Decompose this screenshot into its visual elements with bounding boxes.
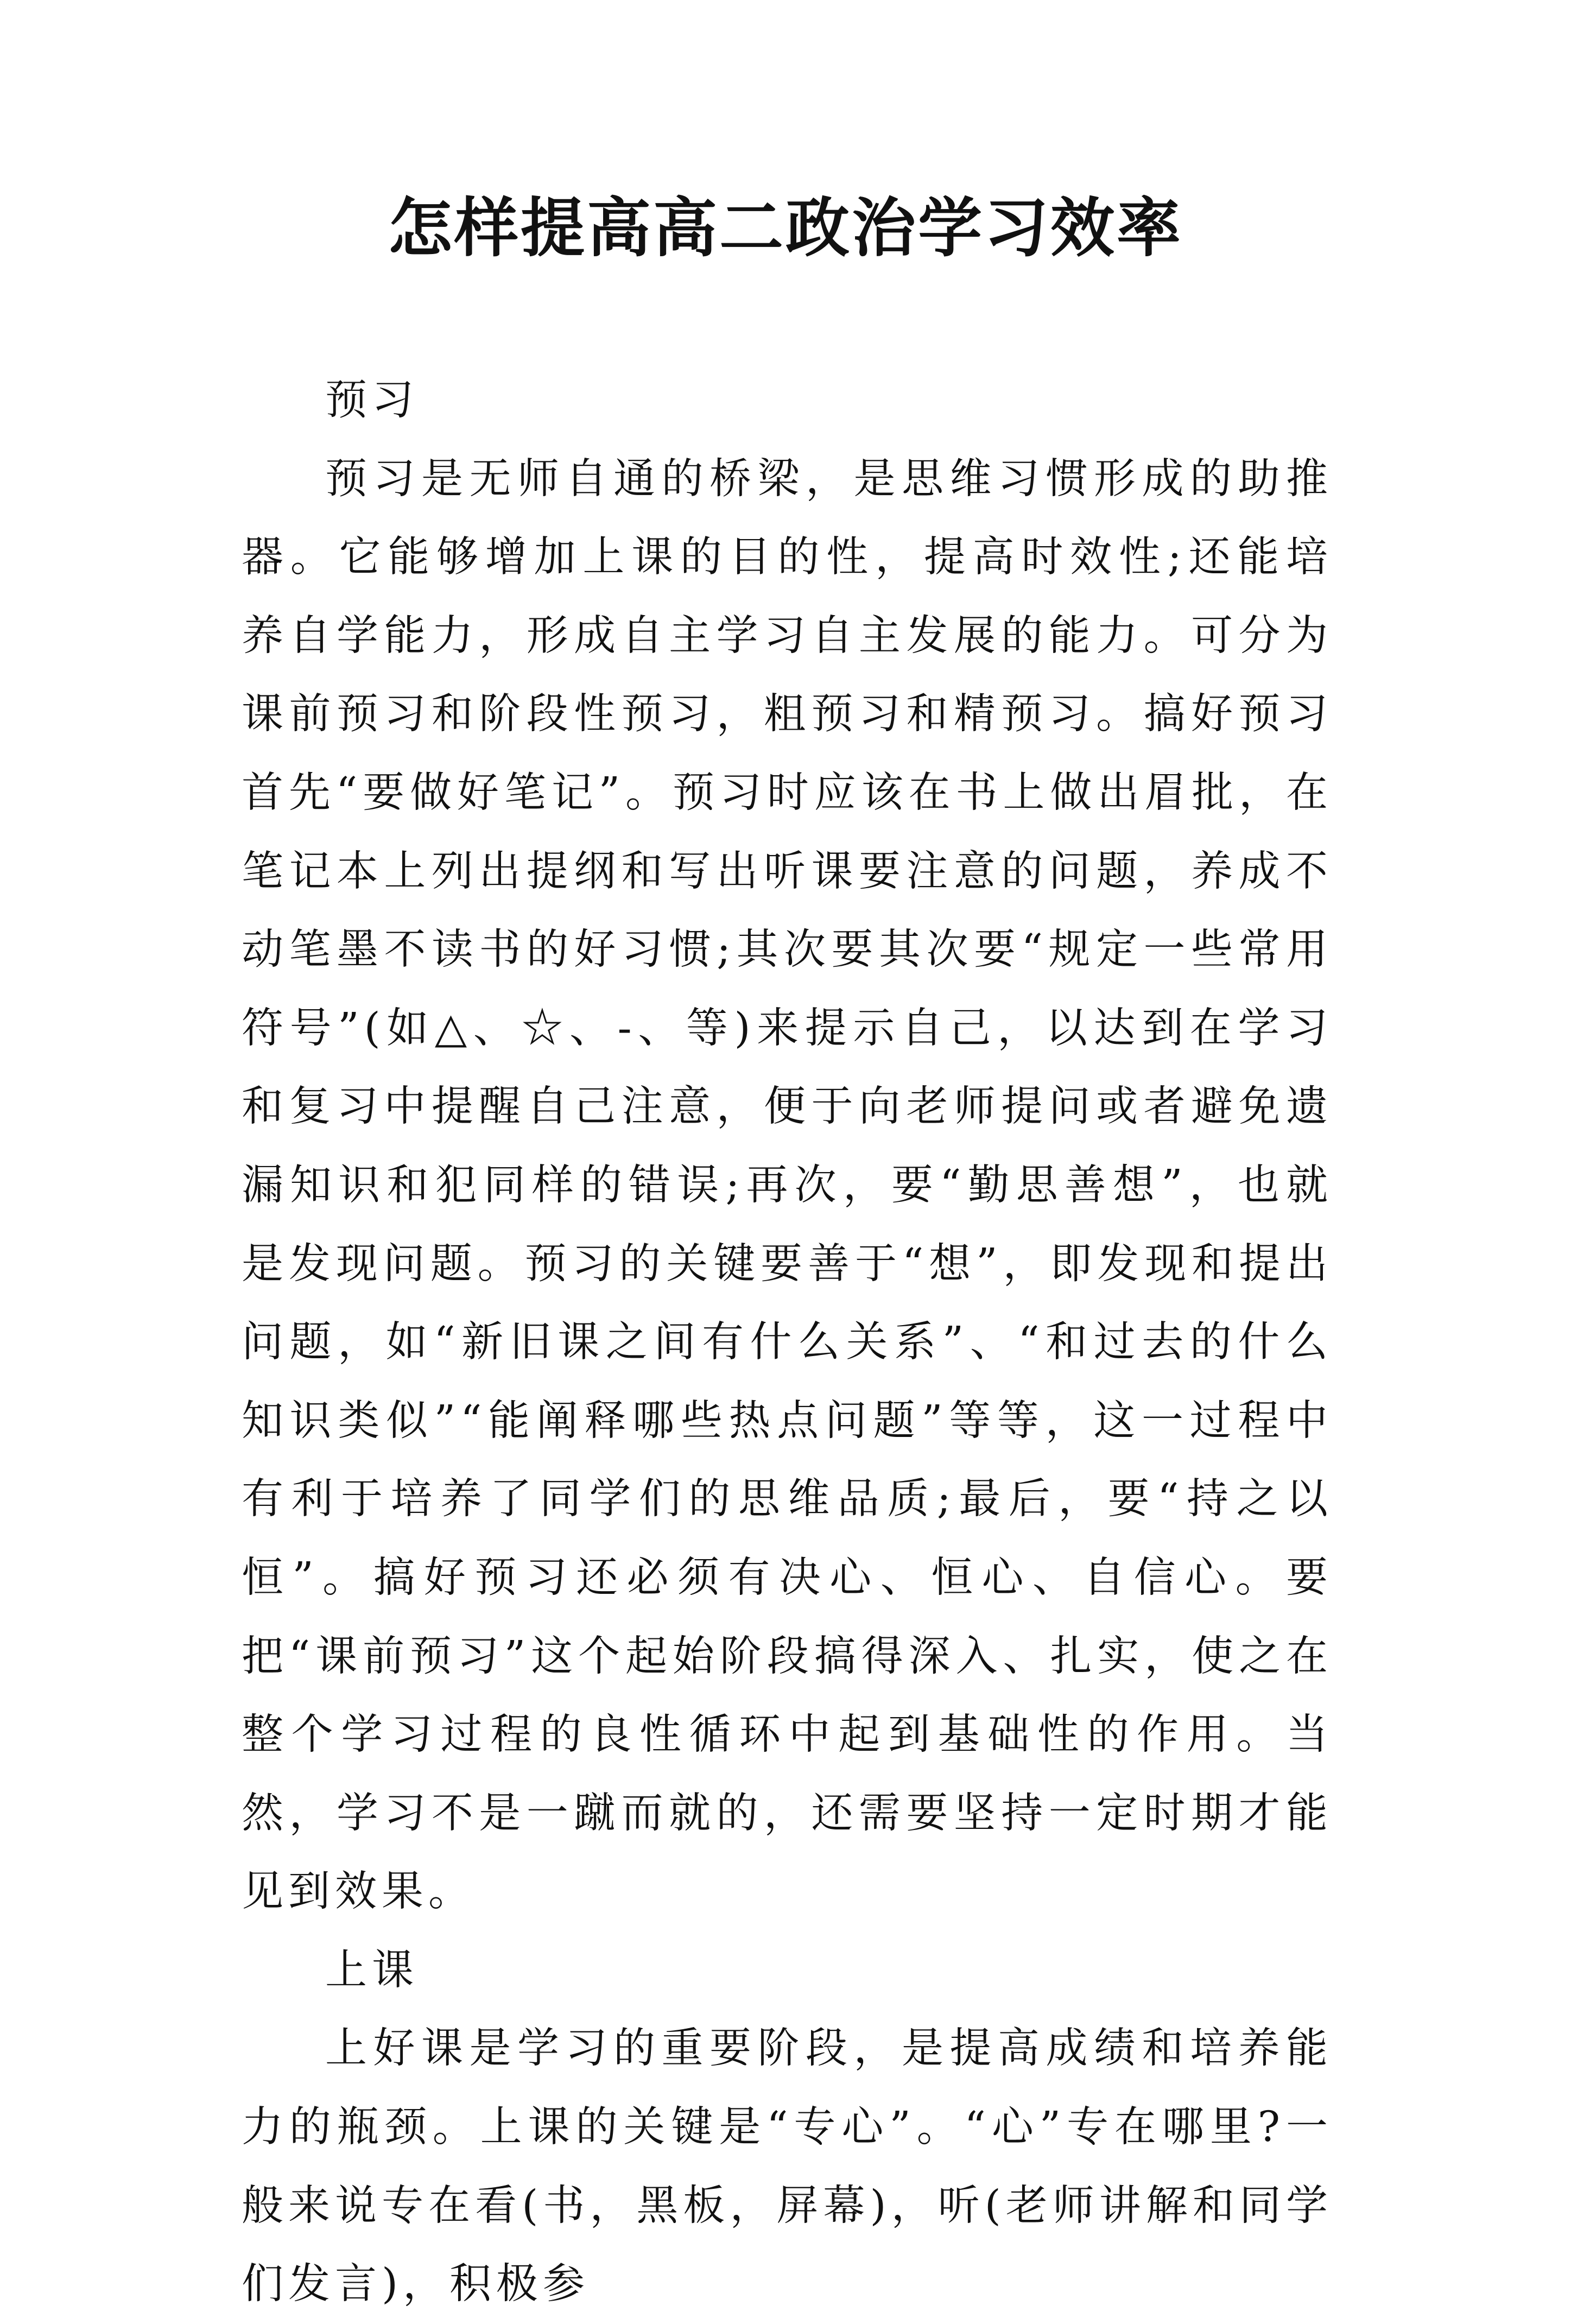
section-paragraph-class: 上好课是学习的重要阶段，是提高成绩和培养能力的瓶颈。上课的关键是“专心”。“心”专在哪里?一般来说专在看(书，黑板，屏幕)，听(老师讲解和同学们发言)，积极参 xyxy=(242,2024,1333,2309)
document-body xyxy=(242,362,1333,2324)
section-heading-preview: 预习 xyxy=(325,376,419,425)
section-paragraph-preview: 预习是无师自通的桥梁，是思维习惯形成的助推器。它能够增加上课的目的性，提高时效性;还能培养自学能力，形成自主学习自主发展的能力。可分为课前预习和阶段性预习，粗预习和精预习。搞好预习首先“要做好笔记”。预习时应该在书上做出眉批，在笔记本上列出提纲和写出听课要注意的问题，养成不动笔墨不读书的好习惯;其次要其次要“规定一些常用符号”(如△、☆、-、等)来提示自己，以达到在学习和复习中提醒自己注意，便于向老师提问或者避免遗漏知识和犯同样的错误;再次，要“勤思善想”，也就是发现问题。预习的关键要善于“想”，即发现和提出问题，如“新旧课之间有什么关系”、“和过去的什么知识类似”“能阐释哪些热点问题”等等，这一过程中有利于培养了同学们的思维品质;最后，要“持之以恒”。搞好预习还必须有决心、恒心、自信心。要把“课前预习”这个起始阶段搞得深入、扎实，使之在整个学习过程的良性循环中起到基础性的作用。当然，学习不是一蹴而就的，还需要坚持一定时期才能见到效果。 xyxy=(242,454,1333,1916)
document-title: 怎样提高高二政治学习效率 xyxy=(388,190,1183,265)
section-heading-class: 上课 xyxy=(325,1946,419,1994)
